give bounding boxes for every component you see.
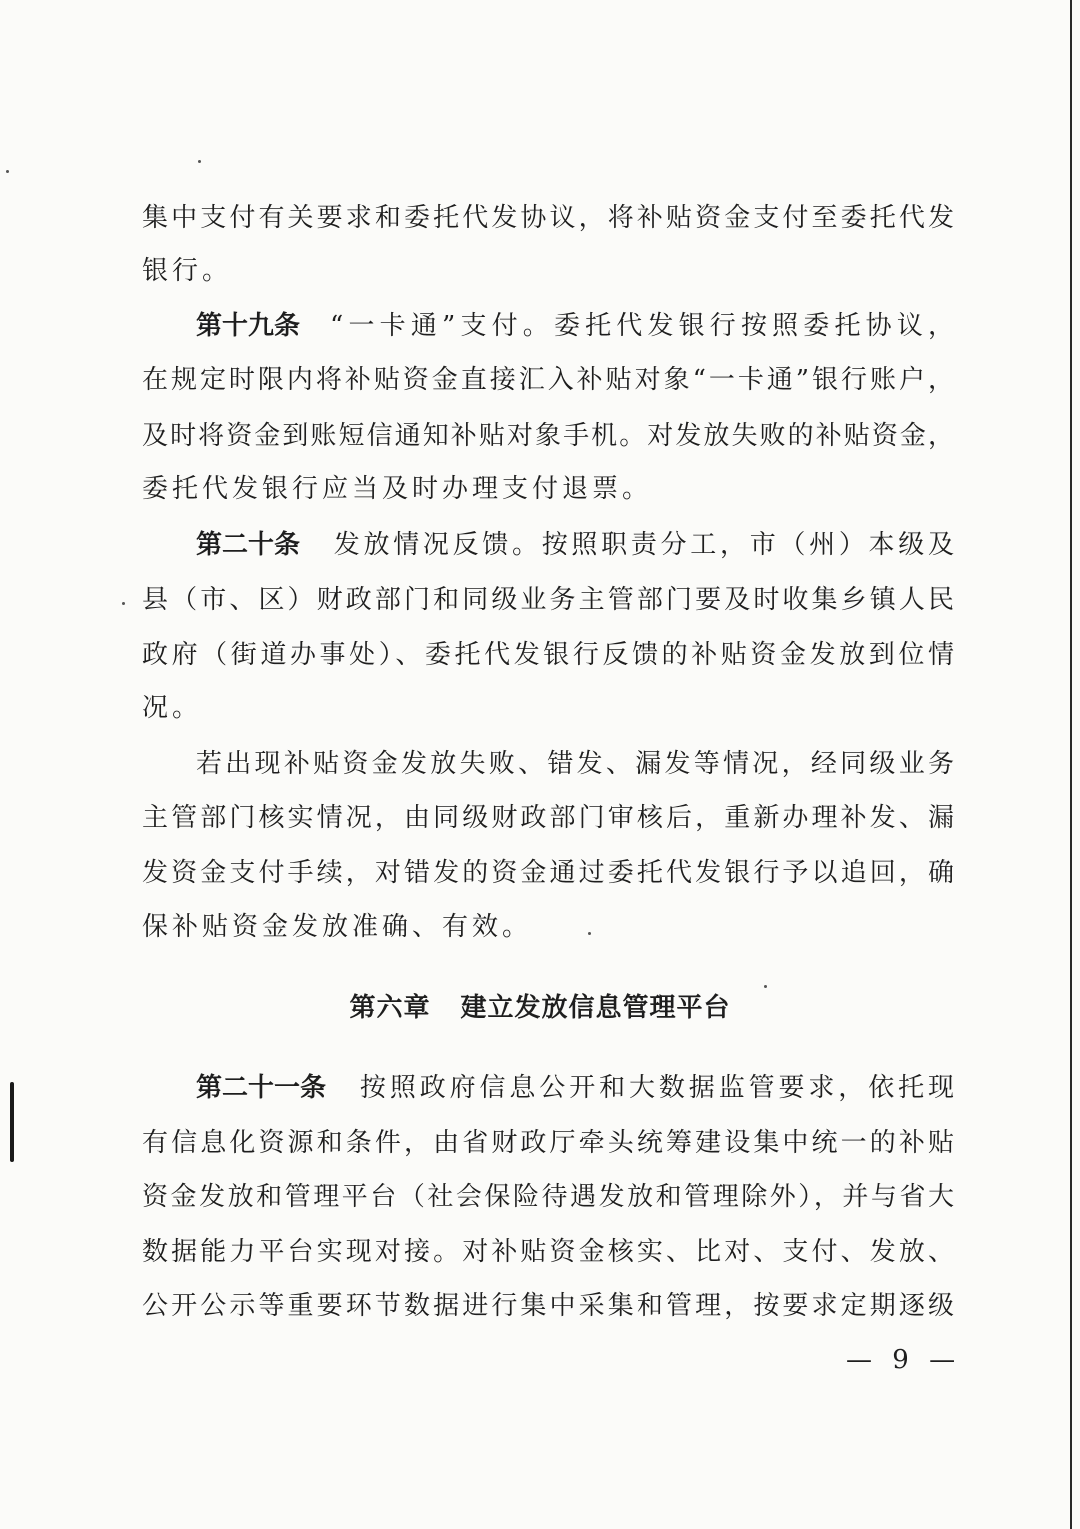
text-line: 况。 [142,693,203,723]
article-19-first-line [196,308,954,344]
scan-speck [588,932,591,935]
text-line: 委托代发银行应当及时办理支付退票。 [142,474,653,504]
text-line: 数据能力平台实现对接。对补贴资金核实、比对、支付、发放、 [142,1237,954,1267]
scan-speck [122,602,125,605]
text-line: 有信息化资源和条件，由省财政厅牵头统筹建设集中统一的补贴 [142,1128,954,1158]
article-number: 第二十一条 [196,1073,327,1103]
scan-edge-line [1070,0,1072,1529]
text-line: 银行。 [142,256,233,286]
text-line: 公开公示等重要环节数据进行集中采集和管理，按要求定期逐级 [142,1291,954,1321]
text-line: 集中支付有关要求和委托代发协议，将补贴资金支付至委托代发 [142,203,954,233]
text-line: 政府（街道办事处）、委托代发银行反馈的补贴资金发放到位情 [142,640,954,670]
article-21-first-line [196,1070,954,1106]
text-line: 发放情况反馈。按照职责分工，市（州）本级及 [330,530,954,560]
text-line: 保补贴资金发放准确、有效。 [142,912,533,942]
article-number: 第二十条 [196,530,301,560]
text-line: 在规定时限内将补贴资金直接汇入补贴对象“一卡通”银行账户， [142,365,954,395]
page-number: — 9 — [846,1345,962,1375]
text-line: 县（市、区）财政部门和同级业务主管部门要及时收集乡镇人民 [142,585,954,615]
chapter-heading [0,990,1080,1026]
article-20-first-line [196,527,954,563]
text-line: 若出现补贴资金发放失败、错发、漏发等情况，经同级业务 [196,749,954,779]
article-number: 第十九条 [196,311,301,341]
text-line: 发资金支付手续，对错发的资金通过委托代发银行予以追回，确 [142,858,954,888]
scan-speck [6,170,9,173]
text-line: 及时将资金到账短信通知补贴对象手机。对发放失败的补贴资金， [142,421,954,451]
chapter-number: 第六章 [349,993,431,1023]
scan-speck [764,985,767,988]
scan-mark [10,1082,14,1162]
text-line: 按照政府信息公开和大数据监管要求，依托现 [356,1073,954,1103]
scan-speck [198,160,201,163]
text-line: 资金发放和管理平台（社会保险待遇发放和管理除外），并与省大 [142,1182,954,1212]
text-line: “一卡通”支付。委托代发银行按照委托协议， [330,311,954,341]
text-line: 主管部门核实情况，由同级财政部门审核后，重新办理补发、漏 [142,803,954,833]
chapter-title: 建立发放信息管理平台 [460,993,731,1023]
